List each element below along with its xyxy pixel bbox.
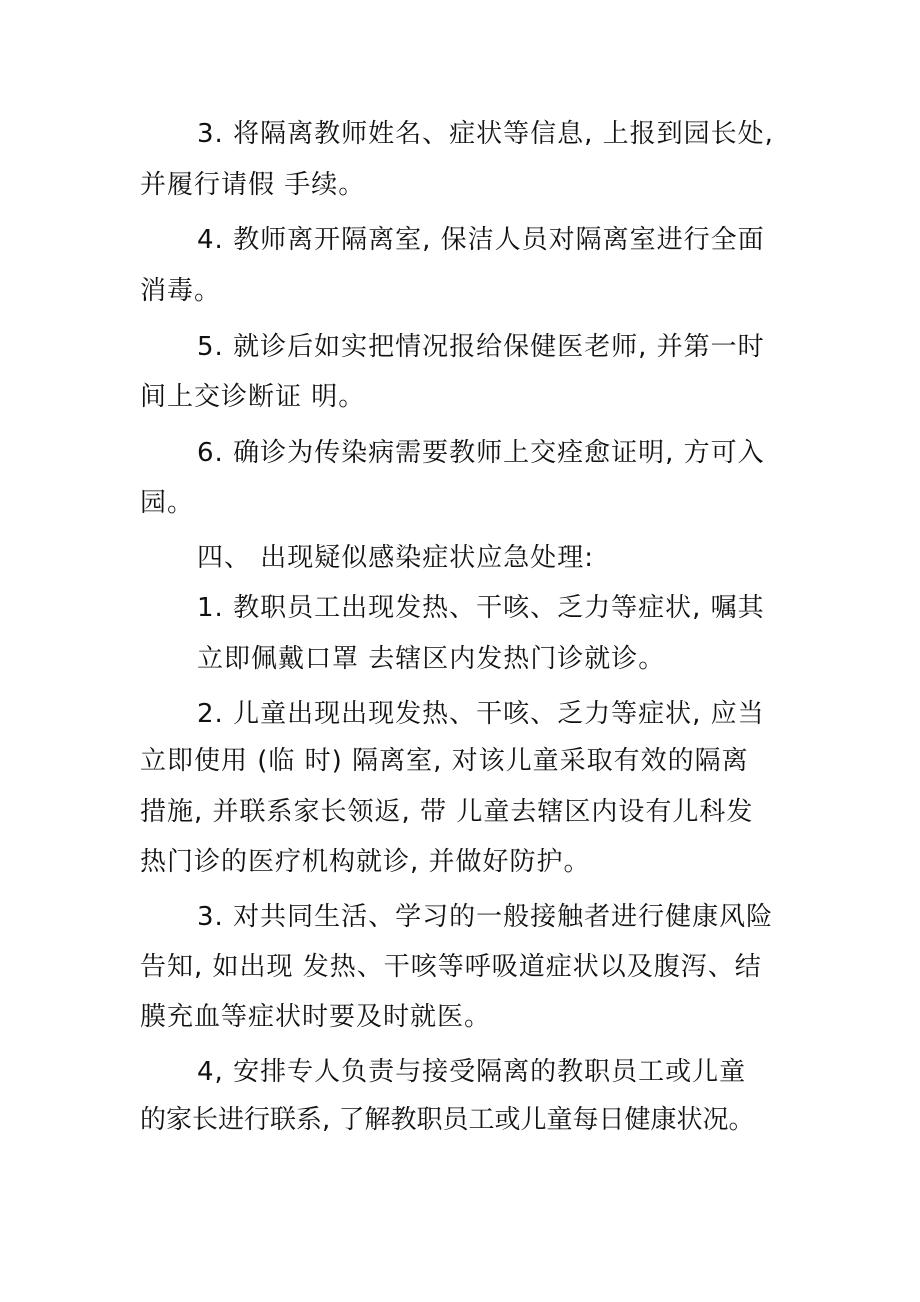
item-6-line-2: 园。 (140, 488, 195, 518)
item-4-line-1: 4. 教师离开隔离室, 保洁人员对隔离室进行全面 (197, 225, 765, 255)
emergency-item-2-line-1: 2. 儿童出现出现发热、干咳、乏力等症状, 应当 (197, 699, 765, 729)
item-3-line-1: 3. 将隔离教师姓名、症状等信息, 上报到园长处, (197, 119, 774, 149)
item-5-line-1: 5. 就诊后如实把情况报给保健医老师, 并第一时 (197, 332, 765, 362)
emergency-item-2-line-3: 措施, 并联系家长领返, 带 儿童去辖区内设有儿科发 (140, 797, 754, 827)
emergency-item-1-line-1: 1. 教职员工出现发热、干咳、乏力等症状, 嘱其 (197, 593, 765, 623)
item-3-line-2: 并履行请假 手续。 (140, 170, 366, 200)
emergency-item-3-line-3: 膜充血等症状时要及时就医。 (140, 1002, 492, 1032)
item-5-line-2: 间上交诊断证 明。 (140, 382, 366, 412)
emergency-item-3-line-2: 告知, 如出现 发热、干咳等呼吸道症状以及腹泻、结 (140, 952, 762, 982)
emergency-item-2-line-2: 立即使用 (临 时) 隔离室, 对该儿童采取有效的隔离 (140, 746, 749, 776)
item-4-line-2: 消毒。 (140, 276, 222, 306)
emergency-item-4-line-1: 4, 安排专人负责与接受隔离的教职员工或儿童 (197, 1057, 747, 1087)
item-6-line-1: 6. 确诊为传染病需要教师上交痊愈证明, 方可入 (197, 438, 765, 468)
emergency-item-4-line-2: 的家长进行联系, 了解教职员工或儿童每日健康状况。 (140, 1105, 755, 1135)
section-4-heading: 四、 出现疑似感染症状应急处理: (197, 543, 595, 573)
emergency-item-3-line-1: 3. 对共同生活、学习的一般接触者进行健康风险 (197, 902, 774, 932)
emergency-item-1-line-2: 立即佩戴口罩 去辖区内发热门诊就诊。 (197, 644, 666, 674)
emergency-item-2-line-4: 热门诊的医疗机构就诊, 并做好防护。 (140, 847, 591, 877)
